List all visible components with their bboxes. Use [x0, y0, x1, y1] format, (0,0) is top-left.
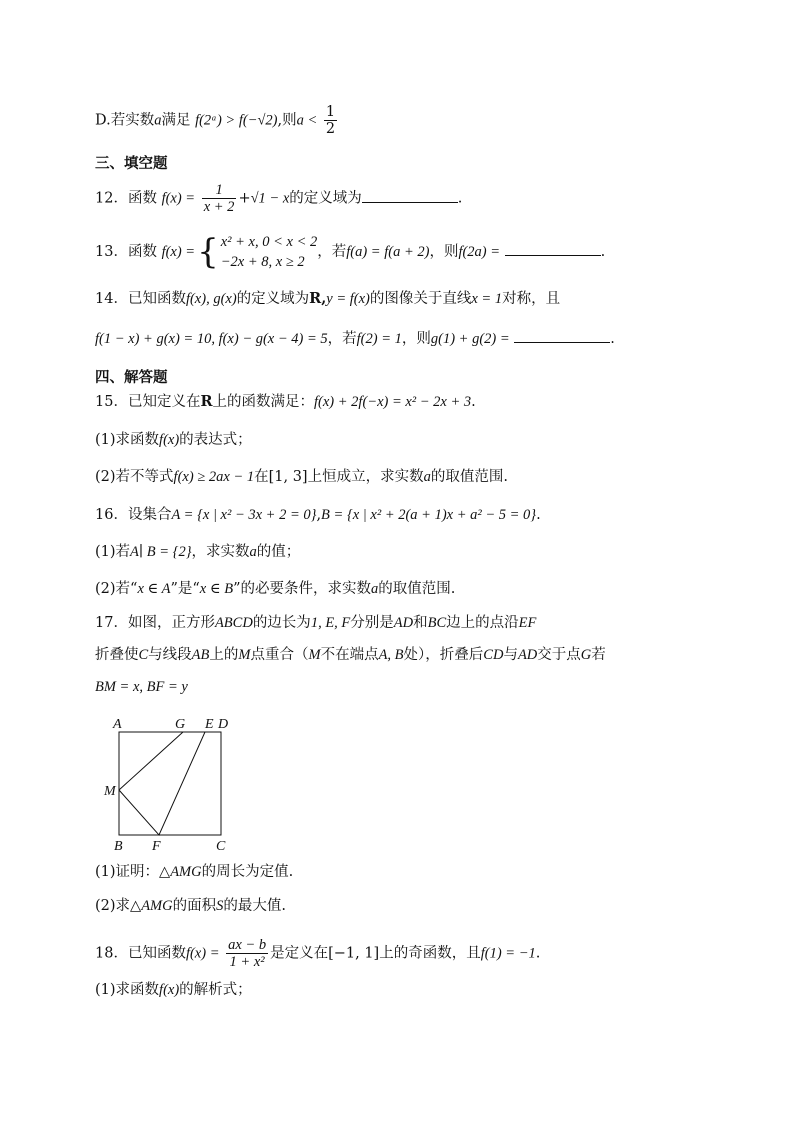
q13-condition: f(a) = f(a + 2)	[346, 244, 430, 260]
q13-then: ，则	[429, 244, 459, 260]
q15-text: 上恒成立，求实数	[307, 469, 424, 485]
q16-text: 的值；	[256, 544, 301, 560]
q14-text: 已知函数	[127, 291, 186, 307]
q16-x-in-a: x ∈ A	[137, 581, 171, 597]
frac-numerator: ax − b	[228, 937, 267, 953]
question-17-line-3: BM = x, BF = y	[95, 679, 188, 695]
frac-numerator: 1	[325, 104, 336, 120]
q17-m: M	[308, 647, 321, 663]
q16-condition: A∣ B = {2}	[130, 544, 192, 560]
q15-part-1	[95, 430, 252, 450]
q16-text: ，求实数	[191, 544, 250, 560]
label-g: G	[175, 717, 186, 732]
q17-text: 的周长为定值.	[201, 864, 294, 880]
option-d-middle: 满足	[161, 112, 191, 129]
q17-part-2	[95, 896, 286, 916]
q14-text: 对称，且	[502, 291, 561, 307]
q14-condition: f(2) = 1	[356, 331, 402, 347]
q16-text: 的取值范围.	[378, 581, 456, 597]
q15-text: 已知定义在	[127, 394, 201, 410]
frac-denominator: x + 2	[203, 199, 235, 215]
question-15	[95, 392, 476, 412]
q17-m: M	[238, 647, 251, 663]
q12-lead: 函数	[127, 190, 157, 207]
fold-square-figure	[95, 708, 245, 858]
q17-text: 交于点	[537, 647, 581, 663]
frac-denominator: 2	[325, 121, 336, 137]
q15-text: 的取值范围.	[430, 469, 508, 485]
option-d-prefix: D.若实数	[95, 112, 155, 129]
q15-text: 在	[254, 469, 269, 485]
q17-text: 不在端点	[320, 647, 379, 663]
q13-ask: f(2a) =	[458, 244, 501, 260]
q12-fraction	[202, 182, 237, 215]
q17-ef: EF	[518, 615, 537, 631]
q16-x-in-b: x ∈ B	[199, 581, 234, 597]
q17-triangle: △AMG	[159, 864, 202, 880]
q15-interval: [1, 3]	[268, 469, 308, 485]
q14-fg: f(x), g(x)	[185, 291, 237, 307]
question-14-line-1	[95, 289, 560, 309]
q12-plus: +	[238, 190, 251, 207]
question-18	[95, 937, 540, 970]
q14-answer-blank[interactable]	[514, 328, 610, 343]
var-a: a	[249, 544, 257, 560]
q17-text: 与线段	[148, 647, 192, 663]
q17-c: C	[138, 647, 149, 663]
left-brace-icon: {	[197, 232, 219, 272]
q17-text: 若	[591, 647, 606, 663]
q18-part-1-label: (1)求函数	[95, 982, 160, 998]
q17-part-1-label: (1)证明：	[95, 864, 160, 880]
q12-fx: f(x) =	[161, 190, 196, 207]
q15-end: .	[471, 394, 476, 410]
q17-ab-points: A, B	[378, 647, 404, 663]
q14-text: 的图像关于直线	[369, 291, 472, 307]
q12-number: 12．	[95, 190, 128, 207]
q13-number: 13．	[95, 244, 128, 260]
q18-end: .	[535, 945, 541, 962]
q17-triangle: △AMG	[130, 898, 173, 914]
q15-real-set: R	[200, 393, 213, 410]
q17-number: 17．	[95, 615, 128, 631]
option-d-condition: f(2ᵃ) > f(−√2)	[195, 112, 278, 129]
q17-part-2-label: (2)求	[95, 898, 131, 914]
q15-number: 15．	[95, 394, 128, 410]
q16-comma: ,	[316, 507, 322, 523]
q16-part-2-label: (2)若“	[95, 581, 138, 597]
q17-text: 处），折叠后	[403, 647, 484, 663]
q17-ab: AB	[191, 647, 210, 663]
var-a: a	[371, 581, 379, 597]
q12-end: .	[457, 190, 463, 207]
q17-text: 上的	[209, 647, 239, 663]
q16-set-a: A = {x | x² − 3x + 2 = 0}	[171, 507, 317, 523]
q17-square: ABCD	[214, 615, 253, 631]
q17-text: 与	[503, 647, 518, 663]
frac-denominator: 1 + x²	[229, 954, 265, 970]
q15-equation: f(x) + 2f(−x) = x² − 2x + 3	[314, 394, 472, 410]
q15-text: 上的函数满足：	[212, 394, 315, 410]
q16-number: 16．	[95, 507, 128, 523]
q18-fraction	[226, 937, 268, 970]
q17-text: 折叠使	[95, 647, 139, 663]
label-c: C	[216, 839, 226, 854]
q14-text: ，若	[327, 331, 357, 347]
q14-equations: f(1 − x) + g(x) = 10, f(x) − g(x − 4) = 5	[95, 331, 328, 347]
q13-case-1: x² + x, 0 < x < 2	[220, 234, 318, 250]
question-13	[95, 232, 605, 272]
question-17-line-1	[95, 613, 536, 633]
q18-text: 已知函数	[127, 945, 186, 962]
q17-text: 边上的点沿	[446, 615, 519, 631]
q14-number: 14．	[95, 291, 128, 307]
q18-fx: f(x)	[159, 982, 180, 998]
question-12	[95, 182, 462, 215]
q16-text: ”的必要条件，求实数	[233, 581, 371, 597]
q17-bc: BC	[427, 615, 447, 631]
section-4-title: 四、解答题	[95, 370, 168, 386]
q16-part-1-label: (1)若	[95, 544, 131, 560]
q18-text: 上的奇函数，且	[379, 945, 481, 962]
q17-points: 1, E, F	[310, 615, 351, 631]
frac-numerator: 1	[202, 182, 237, 199]
label-a: A	[113, 717, 122, 732]
q17-text: 的边长为	[252, 615, 311, 631]
label-f: F	[152, 839, 161, 854]
q18-text: 的解析式；	[179, 982, 252, 998]
q16-text: 设集合	[127, 507, 172, 523]
q14-text: ，则	[401, 331, 431, 347]
q14-real-set: R,	[309, 290, 327, 307]
q18-fx: f(x) =	[185, 945, 220, 962]
q17-text: 如图，正方形	[127, 615, 215, 631]
q13-fx: f(x) =	[161, 244, 196, 260]
q12-sqrt: √1 − x	[250, 190, 290, 207]
q18-condition: f(1) = −1	[480, 945, 536, 962]
q14-x: x = 1	[471, 291, 503, 307]
q17-ad: AD	[393, 615, 414, 631]
q18-part-1	[95, 980, 252, 1000]
q12-answer-blank[interactable]	[362, 188, 458, 203]
q16-end: .	[536, 507, 541, 523]
q17-cd: CD	[483, 647, 504, 663]
label-b: B	[114, 839, 123, 854]
square-abcd	[119, 732, 221, 835]
q17-ad: AD	[517, 647, 538, 663]
q13-case-2: −2x + 8, x ≥ 2	[220, 254, 305, 270]
q14-text: 的定义域为	[236, 291, 310, 307]
option-d-then: ,则	[277, 112, 297, 129]
label-m: M	[104, 784, 116, 799]
var-a: a	[154, 112, 162, 129]
question-16	[95, 505, 541, 525]
q15-part-2	[95, 467, 508, 487]
question-14-line-2	[95, 328, 615, 349]
q14-ask: g(1) + g(2) =	[430, 331, 510, 347]
q15-part-1-label: (1)求函数	[95, 432, 160, 448]
q15-inequality: f(x) ≥ 2ax − 1	[173, 469, 255, 485]
q17-part-1	[95, 862, 293, 882]
q17-text: 分别是	[350, 615, 394, 631]
q16-text: ”是“	[170, 581, 200, 597]
q13-mid: ，若	[317, 244, 347, 260]
q16-part-1	[95, 542, 300, 562]
q17-s: S	[216, 898, 224, 914]
section-3-title: 三、填空题	[95, 156, 168, 172]
q18-text: 是定义在	[270, 945, 329, 962]
option-d-result: a <	[296, 112, 318, 129]
q17-text: 的最大值.	[223, 898, 286, 914]
q12-tail: 的定义域为	[289, 190, 362, 207]
q15-fx: f(x)	[159, 432, 180, 448]
label-e: E	[205, 717, 214, 732]
q13-answer-blank[interactable]	[505, 241, 601, 256]
q17-text: 点重合（	[250, 647, 309, 663]
var-a: a	[423, 469, 431, 485]
q15-part-2-label: (2)若不等式	[95, 469, 174, 485]
q17-g: G	[580, 647, 592, 663]
q14-y: y = f(x)	[326, 291, 370, 307]
q17-text: 的面积	[172, 898, 217, 914]
q16-part-2	[95, 579, 455, 599]
q18-number: 18．	[95, 945, 128, 962]
q16-set-b: B = {x | x² + 2(a + 1)x + a² − 5 = 0}	[321, 507, 537, 523]
question-17-line-2	[95, 645, 606, 665]
option-d	[95, 104, 339, 137]
q13-end: .	[600, 244, 606, 260]
q15-text: 的表达式；	[179, 432, 252, 448]
q18-interval: [−1, 1]	[328, 945, 380, 962]
label-d: D	[218, 717, 229, 732]
option-d-fraction	[324, 104, 337, 137]
q17-text: 和	[413, 615, 428, 631]
q14-end: .	[610, 331, 615, 347]
folded-triangle	[119, 732, 205, 835]
q13-cases	[221, 232, 318, 272]
q13-lead: 函数	[127, 244, 157, 260]
